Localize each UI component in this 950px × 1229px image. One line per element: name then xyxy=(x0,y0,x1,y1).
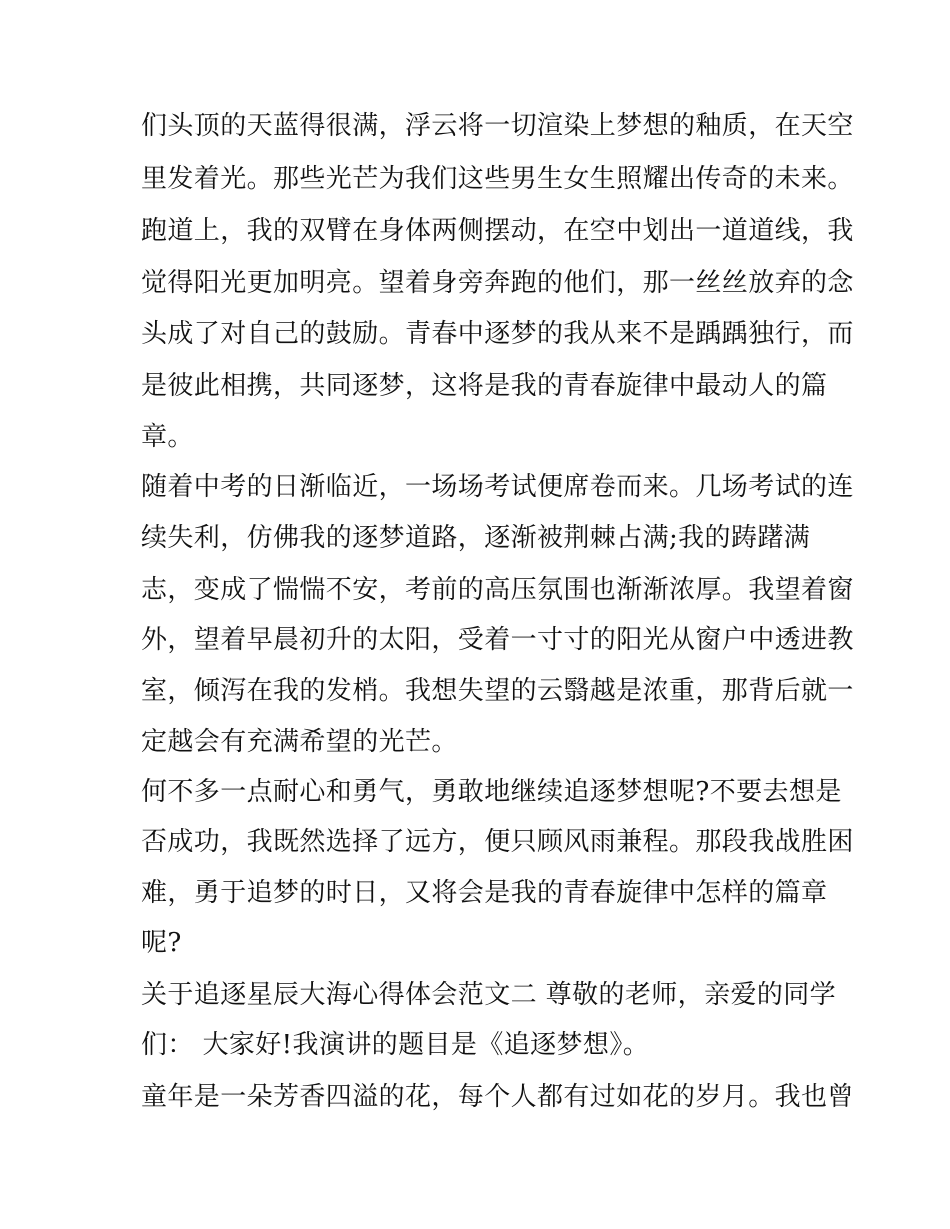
text-line: 随着中考的日渐临近，一场场考试便席卷而来。几场考试的连 xyxy=(141,472,854,502)
text-line: 定越会有充满希望的光芒。 xyxy=(141,727,458,757)
text-line: 是彼此相携，共同逐梦，这将是我的青春旋律中最动人的篇 xyxy=(141,371,828,401)
text-line: 续失利，仿佛我的逐梦道路，逐渐被荆棘占满;我的踌躇满 xyxy=(141,523,811,553)
text-line: 外，望着早晨初升的太阳，受着一寸寸的阳光从窗户中透进教 xyxy=(141,625,854,655)
text-line: 们头顶的天蓝得很满，浮云将一切渲染上梦想的釉质，在天空 xyxy=(141,111,854,141)
text-line: 章。 xyxy=(141,422,194,452)
text-line: 觉得阳光更加明亮。望着身旁奔跑的他们，那一丝丝放弃的念 xyxy=(141,268,854,298)
text-line: 志，变成了惴惴不安，考前的高压氛围也渐渐浓厚。我望着窗 xyxy=(141,575,854,605)
text-line: 们： 大家好!我演讲的题目是《追逐梦想》。 xyxy=(141,1030,650,1060)
text-line: 童年是一朵芳香四溢的花，每个人都有过如花的岁月。我也曾 xyxy=(141,1082,854,1112)
text-line: 难，勇于追梦的时日，又将会是我的青春旋律中怎样的篇章 xyxy=(141,878,828,908)
text-line: 室，倾泻在我的发梢。我想失望的云翳越是浓重，那背后就一 xyxy=(141,676,854,706)
text-line: 何不多一点耐心和勇气，勇敢地继续追逐梦想呢?不要去想是 xyxy=(141,777,842,807)
text-line: 否成功，我既然选择了远方，便只顾风雨兼程。那段我战胜困 xyxy=(141,827,854,857)
text-line: 跑道上，我的双臂在身体两侧摆动，在空中划出一道道线，我 xyxy=(141,216,854,246)
text-line: 头成了对自己的鼓励。青春中逐梦的我从来不是踽踽独行，而 xyxy=(141,319,854,349)
text-line: 里发着光。那些光芒为我们这些男生女生照耀出传奇的未来。 xyxy=(141,164,854,194)
text-line: 关于追逐星辰大海心得体会范文二 尊敬的老师，亲爱的同学 xyxy=(141,980,837,1010)
text-line: 呢? xyxy=(141,928,182,958)
